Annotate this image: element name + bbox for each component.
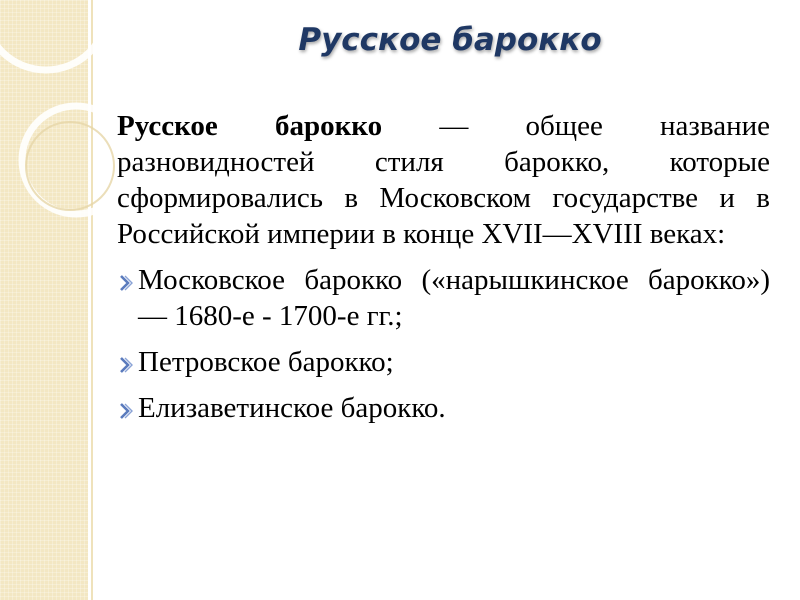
intro-term: Русское барокко (117, 110, 383, 142)
intro-text: — общее название разновидностей стиля барокко, которые сформировались в Московском государстве и в Российской империи в конце XVII—XVIII веках: (117, 110, 770, 250)
slide-body (117, 108, 770, 426)
list-item (117, 262, 770, 334)
arrowhead-bullet-icon (117, 344, 135, 380)
arrowhead-bullet-icon (117, 262, 135, 298)
arrowhead-bullet-icon (117, 390, 135, 426)
list-item-text: Петровское барокко; (138, 346, 394, 378)
intro-paragraph (117, 108, 770, 252)
slide-title: Русское барокко (298, 22, 602, 58)
bullet-list (117, 262, 770, 426)
list-item (117, 390, 770, 426)
list-item-text: Елизаветинское барокко. (138, 392, 446, 424)
list-item (117, 344, 770, 380)
list-item-text: Московское барокко («нарышкинское барокко») — 1680-е - 1700-е гг.; (138, 264, 770, 332)
